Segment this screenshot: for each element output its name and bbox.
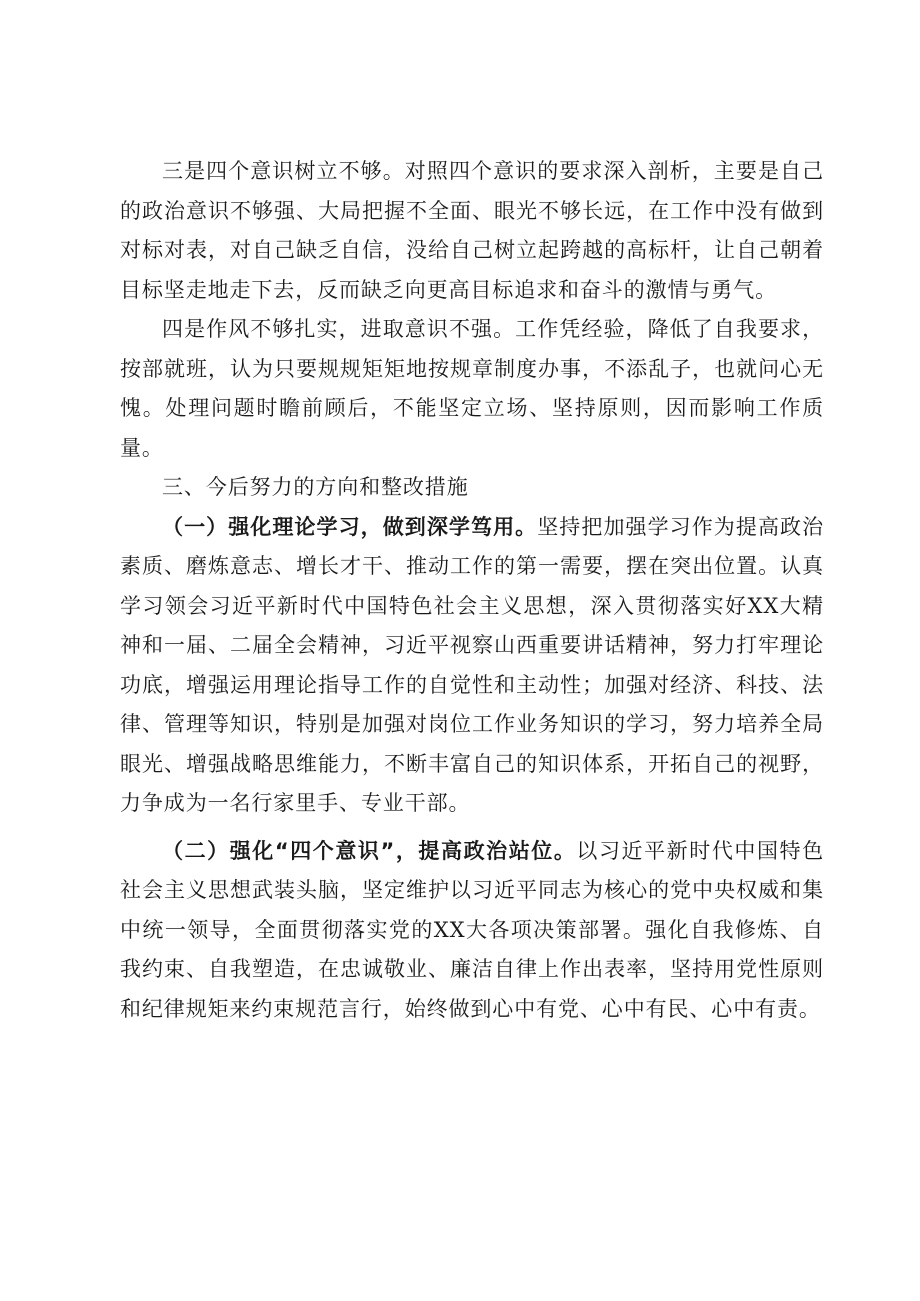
- paragraph-awareness: 三是四个意识树立不够。对照四个意识的要求深入剖析，主要是自己的政治意识不够强、大局把握不全面、眼光不够长远，在工作中没有做到对标对表，对自己缺乏自信，没给自己树立起跨越的高标杆，让自己朝着目标坚走地走下去，反而缺乏向更高目标追求和奋斗的激情与勇气。: [120, 159, 824, 302]
- paragraph-work-style: 四是作风不够扎实，进取意识不强。工作凭经验，降低了自我要求，按部就班，认为只要规规矩矩地按规章制度办事，不添乱子，也就问心无愧。处理问题时瞻前顾后，不能坚定立场、坚持原则，因而影响工作质量。: [120, 317, 824, 460]
- section-heading: 三、今后努力的方向和整改措施: [162, 475, 469, 499]
- measure-four-awareness: [120, 832, 824, 1030]
- document-body: [120, 152, 824, 1029]
- measure-lead: （二）强化“四个意识”，提高政治站位。: [162, 838, 577, 863]
- measure-body: 以习近平新时代中国特色社会主义思想武装头脑，坚定维护以习近平同志为核心的党中央权威和集中统一领导，全面贯彻落实党的XX大各项决策部署。强化自我修炼、自我约束、自我塑造，在忠诚敬业、廉洁自律上作出表率，坚持用党性原则和纪律规矩来约束规范言行，始终做到心中有党、心中有民、心中有责。: [120, 838, 824, 1021]
- measure-body: 坚持把加强学习作为提高政治素质、磨炼意志、增长才干、推动工作的第一需要，摆在突出位置。认真学习领会习近平新时代中国特色社会主义思想，深入贯彻落实好XX大精神和一届、二届全会精神，习近平视察山西重要讲话精神，努力打牢理论功底，增强运用理论指导工作的自觉性和主动性；加强对经济、科技、法律、管理等知识，特别是加强对岗位工作业务知识的学习，努力培养全局眼光、增强战略思维能力，不断丰富自己的知识体系，开拓自己的视野，力争成为一名行家里手、专业干部。: [120, 514, 824, 815]
- measure-theory-study: [120, 508, 824, 824]
- measure-lead: （一）强化理论学习，做到深学笃用。: [162, 514, 538, 539]
